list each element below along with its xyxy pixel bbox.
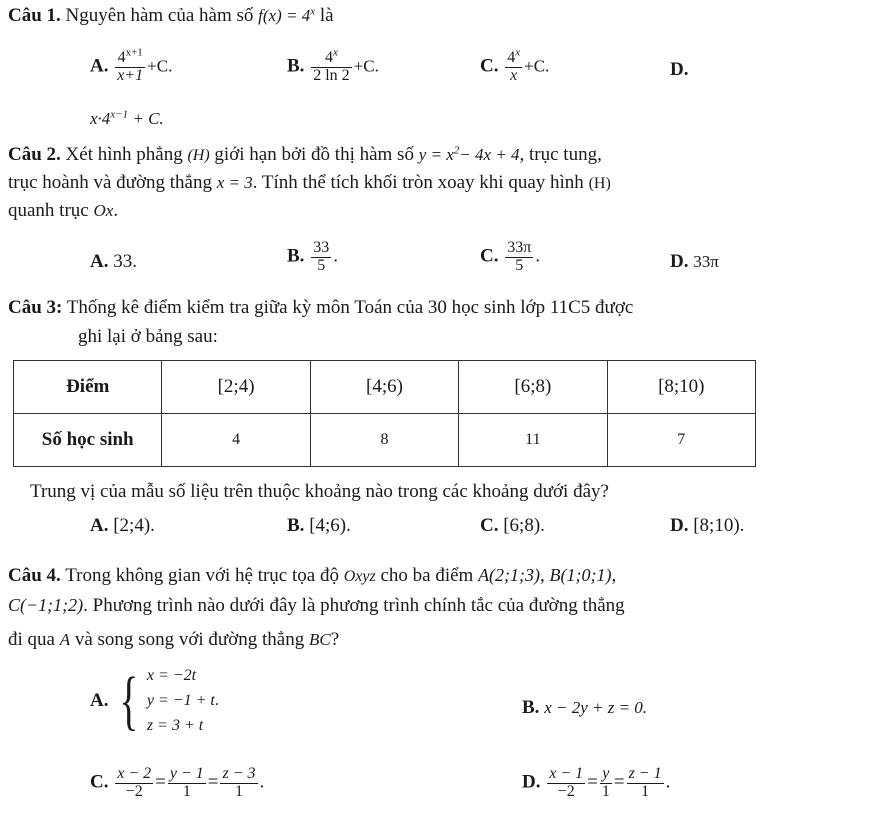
q2-line1a: Xét hình phẳng: [65, 144, 183, 165]
q3-option-b-letter: B.: [287, 515, 305, 536]
q4-line-1: [8, 566, 616, 587]
q4-line2b: . Phương trình nào dưới đây là phương trình chính tắc của đường thẳng: [83, 595, 625, 616]
q1-option-b-fraction: [311, 46, 351, 85]
q4-d-tail: .: [665, 771, 671, 793]
q1-d-body-exp: x−1: [110, 108, 129, 121]
q2-option-a[interactable]: [90, 252, 137, 273]
q4-a-eq1: x = −2t: [146, 667, 197, 684]
q1-option-c-fraction: [505, 46, 522, 85]
q2-line2b: x = 3: [216, 173, 253, 192]
q3-line-2: [78, 327, 218, 348]
score-table: [13, 360, 756, 467]
q4-line2a: C(−1;1;2): [8, 595, 84, 615]
table-cell: [2;4): [162, 361, 310, 414]
q1-d-body: x·4: [90, 109, 111, 128]
q3-option-d-letter: D.: [670, 515, 689, 536]
q3-option-b[interactable]: [287, 516, 351, 537]
q3-option-b-text: [4;6).: [309, 515, 351, 536]
q4-d-d3: 1: [641, 782, 650, 800]
q4-option-d-letter: D.: [522, 771, 541, 793]
q1-stem: [8, 6, 334, 27]
q1-option-a-fraction: [115, 46, 145, 85]
q4-a-tail: .: [214, 691, 219, 709]
q1-option-d-letter: D.: [670, 59, 689, 80]
q4-line1f: B(1;0;1): [549, 565, 612, 585]
table-cell: Điểm: [14, 361, 162, 414]
q2-c-tail: .: [535, 245, 541, 267]
q4-option-b-text: x − 2y + z = 0.: [544, 698, 648, 717]
q4-c-frac-2: [168, 766, 206, 801]
q2-line1b: (H): [187, 147, 210, 164]
q4-c-n3: z − 3: [222, 765, 256, 782]
q2-line1f: , trục tung,: [519, 144, 602, 165]
q2-line-1: [8, 145, 602, 166]
q4-c-n1: x − 2: [117, 765, 152, 782]
q2-line-2: [8, 173, 611, 194]
q4-line-2: [8, 596, 625, 617]
q2-option-d-text: 33π: [693, 252, 719, 271]
q1-a-tail: +C.: [147, 56, 173, 76]
q2-c-num: 33π: [507, 239, 532, 256]
q1-c-tail: +C.: [524, 56, 550, 76]
q4-line-3: [8, 630, 339, 651]
q1-func-exp: x: [310, 5, 316, 18]
q4-c-tail: .: [259, 771, 265, 793]
q2-option-c-letter: C.: [480, 245, 499, 267]
q4-line3e: ?: [330, 629, 340, 650]
q2-func: [419, 145, 520, 164]
q4-option-a-system: [147, 664, 219, 738]
q1-label: Câu 1.: [8, 5, 61, 26]
q4-d-frac-1: [547, 766, 585, 801]
q4-line1b: Oxyz: [343, 568, 376, 585]
q4-option-b[interactable]: [522, 698, 647, 719]
q4-line3d: BC: [308, 630, 331, 649]
q2-option-d[interactable]: [670, 252, 719, 273]
q1-option-a[interactable]: [90, 46, 173, 85]
q3-option-a-letter: A.: [90, 515, 109, 536]
brace-icon: {: [119, 664, 139, 738]
q2-label: Câu 2.: [8, 144, 61, 165]
q3-option-c-letter: C.: [480, 515, 499, 536]
table-cell: 11: [459, 414, 607, 467]
q2-line3a: quanh trục: [8, 200, 89, 221]
q2-option-d-letter: D.: [670, 251, 689, 272]
q1-option-c-letter: C.: [480, 55, 499, 77]
table-cell: [8;10): [607, 361, 755, 414]
q2-line2a: trục hoành và đường thẳng: [8, 172, 212, 193]
q2-line2c: . Tính thể tích khối tròn xoay khi quay hình: [252, 172, 584, 193]
q3-question: [30, 482, 609, 503]
q4-a-eq2-line: [147, 689, 219, 714]
table-cell: [6;8): [459, 361, 607, 414]
q2-b-tail: .: [333, 245, 338, 267]
q2-line1e: − 4x + 4: [459, 145, 520, 164]
q4-c-n2: y − 1: [169, 765, 204, 782]
q4-d-frac-2: [600, 766, 612, 801]
q1-c-num-exp: x: [515, 46, 521, 59]
q4-c-frac-3: [220, 766, 257, 801]
q4-label: Câu 4.: [8, 565, 61, 586]
q4-d-n2: y: [600, 766, 612, 784]
table-row: [14, 414, 756, 467]
q3-line1: Thống kê điểm kiểm tra giữa kỳ môn Toán của 30 học sinh lớp 11C5 được: [66, 297, 634, 318]
q4-option-a-letter: A.: [90, 689, 109, 711]
q4-line1d: A(2;1;3): [478, 565, 541, 585]
q3-line-1: [8, 298, 633, 319]
table-cell: 4: [162, 414, 310, 467]
q3-option-d-text: [8;10).: [693, 515, 745, 536]
table-cell: Số học sinh: [14, 414, 162, 467]
q1-b-num: 4: [324, 49, 333, 66]
q4-d-d2: 1: [601, 782, 610, 800]
q4-d-frac-3: [627, 766, 664, 801]
q2-option-b[interactable]: [287, 240, 338, 275]
q4-d-d1: −2: [557, 782, 575, 800]
q3-line2: ghi lại ở bảng sau:: [78, 326, 218, 347]
q3-question-text: Trung vị của mẫu số liệu trên thuộc khoảng nào trong các khoảng dưới đây?: [30, 481, 609, 502]
q1-c-num: 4: [507, 49, 516, 66]
q2-line-3: [8, 201, 118, 222]
q4-d-n1: x − 1: [549, 765, 584, 782]
q1-a-den: x+1: [117, 66, 144, 84]
q3-option-a-text: [2;4).: [113, 515, 155, 536]
q2-option-a-text: 33.: [113, 251, 137, 272]
table-row: [14, 361, 756, 414]
q1-option-d[interactable]: [90, 110, 164, 129]
q1-func-base: f(x) = 4: [258, 6, 311, 25]
q1-func: [258, 6, 315, 25]
q3-option-a[interactable]: [90, 516, 155, 537]
q2-line1d-exp: 2: [453, 144, 460, 157]
q2-line3b: Ox: [93, 201, 114, 220]
q4-d-n3: z − 1: [628, 765, 662, 782]
q1-text: Nguyên hàm của hàm số: [65, 5, 254, 26]
q2-option-c[interactable]: [480, 240, 540, 275]
q4-c-d3: 1: [235, 782, 243, 800]
q1-option-b-letter: B.: [287, 55, 305, 77]
table-cell: 7: [607, 414, 755, 467]
q4-option-b-letter: B.: [522, 697, 540, 718]
q3-option-c-text: [6;8).: [503, 515, 545, 536]
table-cell: 8: [310, 414, 458, 467]
q1-b-tail: +C.: [353, 56, 379, 76]
q2-line1d: y = x: [418, 145, 454, 164]
q2-line3c: .: [113, 200, 119, 221]
q1-c-den: x: [510, 66, 518, 84]
q4-option-c[interactable]: C. $\frac{x - 2}{-2}$ = $\frac{y - 1}{1}$ = $\frac{z - 3}{1}$ .: [90, 765, 265, 800]
q2-b-num: 33: [313, 239, 330, 256]
q4-line3b: A: [59, 630, 71, 649]
q4-line3c: và song song với đường thẳng: [74, 629, 305, 650]
q4-line1g: ,: [611, 565, 617, 586]
q4-c-d2: 1: [182, 782, 191, 800]
q4-c-frac-1: [115, 766, 153, 801]
q1-option-a-letter: A.: [90, 55, 109, 77]
q2-line1c: giới hạn bởi đồ thị hàm số: [214, 144, 414, 165]
q1-tail: là: [319, 5, 334, 26]
q1-d-tail: + C.: [132, 109, 164, 128]
q4-line1a: Trong không gian với hệ trục tọa độ: [65, 565, 339, 586]
q4-line1e: ,: [540, 565, 545, 586]
q4-a-eq3: z = 3 + t: [146, 716, 204, 734]
q1-option-d-letter-wrap[interactable]: [670, 60, 688, 81]
q1-b-den: 2 ln 2: [313, 66, 350, 84]
q4-option-d[interactable]: D. $\frac{x - 1}{-2}$ = $\frac{y}{1}$ = $\frac{z - 1}{1}$ .: [522, 765, 671, 800]
q3-option-d[interactable]: [670, 516, 744, 537]
q4-c-d1: −2: [125, 782, 143, 800]
q2-c-den: 5: [515, 256, 524, 274]
q4-line3a: đi qua: [8, 629, 55, 650]
q4-a-eq2: y = −1 + t: [146, 691, 215, 709]
q2-b-den: 5: [317, 256, 326, 274]
q2-option-c-fraction: [505, 240, 533, 275]
q1-a-num-exp: x+1: [125, 46, 143, 59]
q3-label: Câu 3:: [8, 297, 63, 318]
q4-option-c-letter: C.: [90, 771, 109, 793]
q1-a-num: 4: [117, 49, 126, 66]
table-cell: [4;6): [310, 361, 458, 414]
q2-line2d: (H): [588, 175, 611, 192]
q2-option-b-letter: B.: [287, 245, 305, 267]
q3-option-c[interactable]: [480, 516, 545, 537]
q2-option-b-fraction: [311, 240, 331, 275]
q2-option-a-letter: A.: [90, 251, 109, 272]
q1-b-num-exp: x: [332, 46, 338, 59]
q4-line1c: cho ba điểm: [380, 565, 474, 586]
q1-option-b[interactable]: [287, 46, 379, 85]
q4-option-a[interactable]: [90, 664, 219, 738]
q1-option-c[interactable]: [480, 46, 550, 85]
